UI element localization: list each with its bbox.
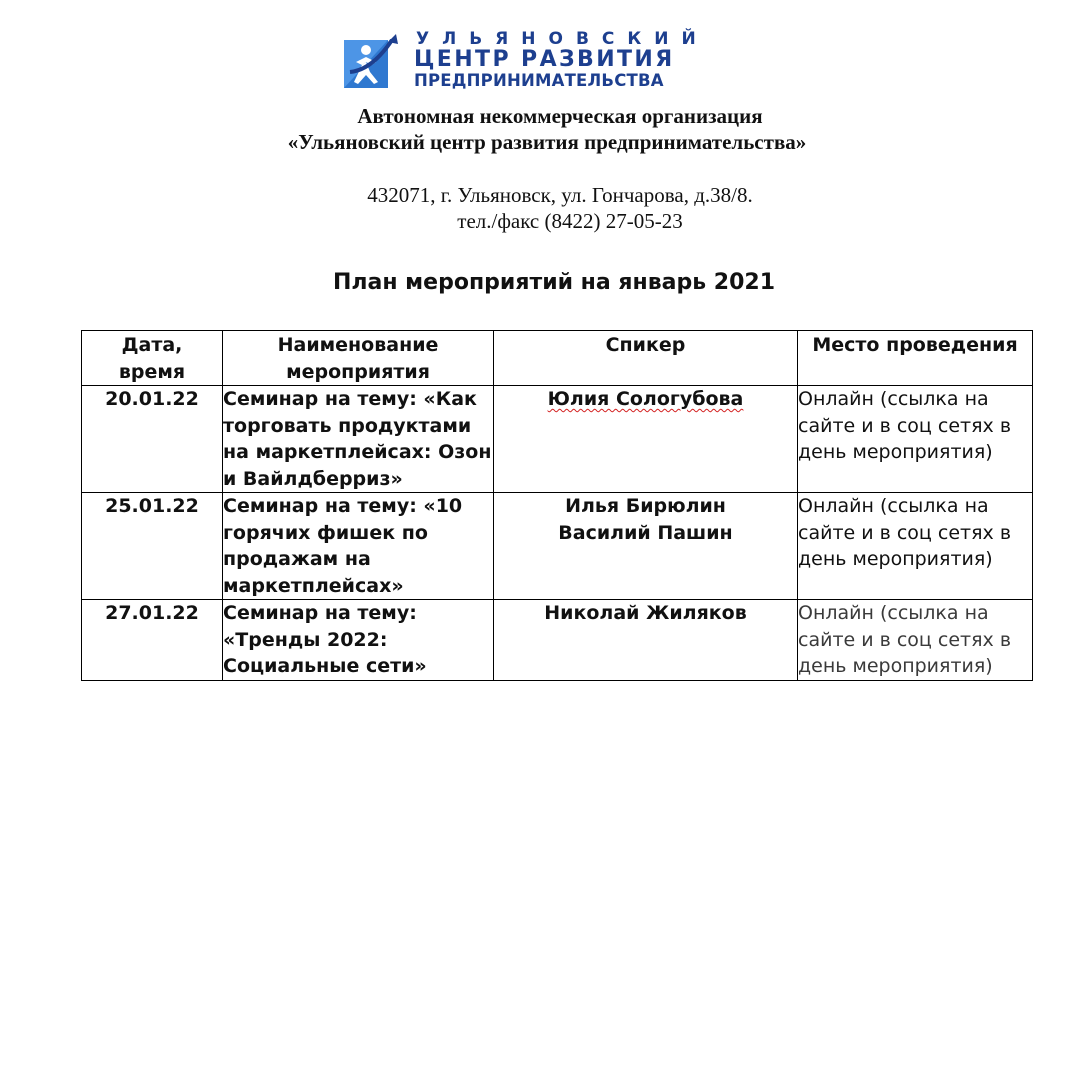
event-speaker <box>494 493 798 600</box>
organization-address: 432071, г. Ульяновск, ул. Гончарова, д.38/8. <box>367 183 753 207</box>
event-name: Семинар на тему: «Как торговать продуктами на маркетплейсах: Озон и Вайлдберриз» <box>223 386 494 493</box>
header-speaker: Спикер <box>494 331 798 386</box>
header-name-line2: мероприятия <box>286 360 430 383</box>
event-place: Онлайн (ссылка на сайте и в соц сетях в день мероприятия) <box>798 493 1033 600</box>
logo-figure-icon <box>344 32 406 90</box>
event-date: 25.01.22 <box>82 493 223 600</box>
table-row <box>82 386 1033 493</box>
events-table <box>81 330 1033 681</box>
event-name: Семинар на тему: «Тренды 2022: Социальные сети» <box>223 600 494 681</box>
event-date: 27.01.22 <box>82 600 223 681</box>
event-place: Онлайн (ссылка на сайте и в соц сетях в день мероприятия) <box>798 386 1033 493</box>
table-row <box>82 600 1033 681</box>
document-title: План мероприятий на январь 2021 <box>332 270 776 295</box>
event-name: Семинар на тему: «10 горячих фишек по продажам на маркетплейсах» <box>223 493 494 600</box>
speaker-name: Илья Бирюлин <box>565 495 726 517</box>
header-place: Место проведения <box>798 331 1033 386</box>
speaker-name: Николай Жиляков <box>544 602 747 624</box>
organization-name: «Ульяновский центр развития предпринимательства» <box>287 130 807 154</box>
event-place: Онлайн (ссылка на сайте и в соц сетях в день мероприятия) <box>798 600 1033 681</box>
organization-phone: тел./факс (8422) 27-05-23 <box>457 209 683 233</box>
header-date-line1: Дата, <box>121 334 183 356</box>
logo-wordmark <box>414 30 734 92</box>
header-date-line2: время <box>118 360 186 383</box>
logo-text-line3: ПРЕДПРИНИМАТЕЛЬСТВА <box>414 71 664 90</box>
organization-type: Автономная некоммерческая организация <box>357 104 763 128</box>
table-header-row <box>82 331 1033 386</box>
header-date-time <box>82 331 223 386</box>
event-speaker <box>494 386 798 493</box>
logo-text-line1: УЛЬЯНОВСКИЙ <box>416 29 709 49</box>
speaker-name: Юлия Сологубова <box>547 388 744 410</box>
organization-logo <box>344 30 734 92</box>
header-event-name <box>223 331 494 386</box>
table-row <box>82 493 1033 600</box>
event-speaker <box>494 600 798 681</box>
event-date: 20.01.22 <box>82 386 223 493</box>
header-name-line1: Наименование <box>277 334 439 356</box>
logo-text-line2: ЦЕНТР РАЗВИТИЯ <box>414 47 675 72</box>
speaker-name: Василий Пашин <box>558 521 733 544</box>
